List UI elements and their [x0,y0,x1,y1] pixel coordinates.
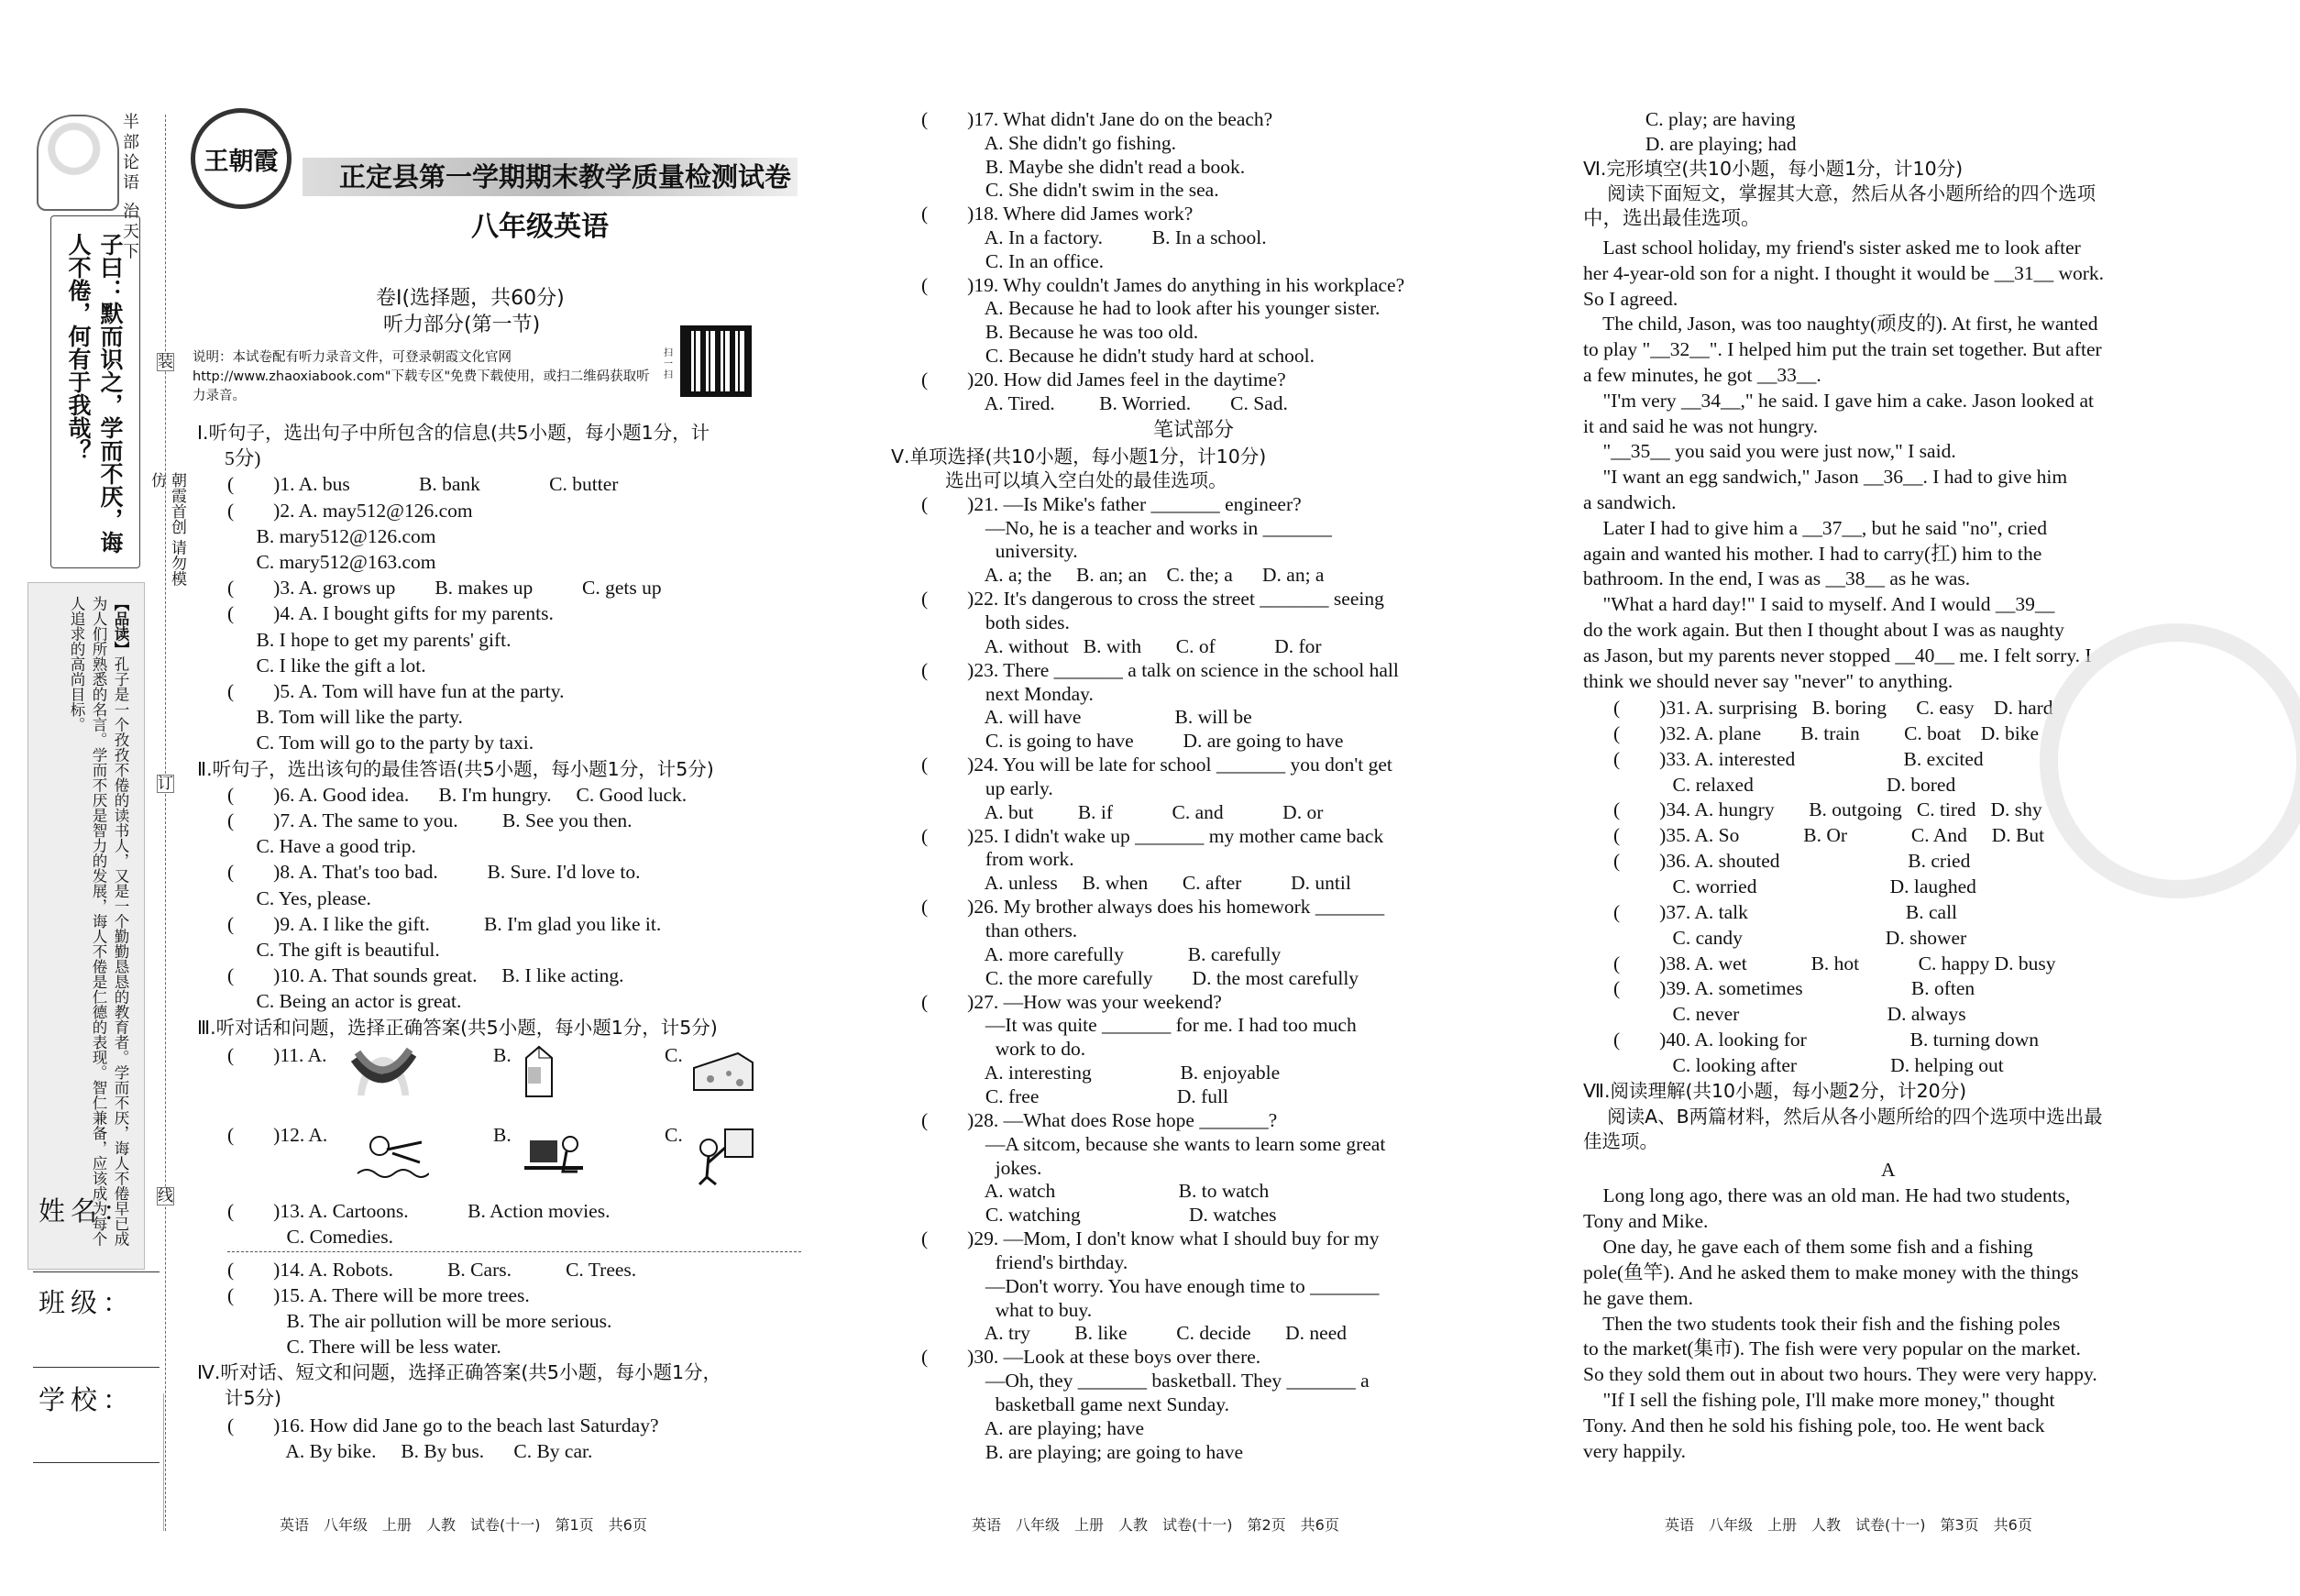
text-line: university. [921,540,1078,563]
text-line: work to do. [921,1038,1086,1061]
text-line: —No, he is a teacher and works in _______ [921,516,1332,539]
footer-page-2: 英语 八年级 上册 人教 试卷(十一) 第2页 共6页 [972,1516,1339,1534]
qr-caption: 扫一扫 [664,348,673,380]
listening-note: 说明：本试卷配有听力录音文件，可登录朝霞文化官网http://www.zhaoxiabook.com"下载专区"免费下载使用，或扫二维码获取听力录音。 [193,350,650,403]
cloze-line: think we should never say "never" to anything. [1583,669,1953,692]
swimming-icon [356,1126,429,1183]
text-line: C. Being an actor is great. [197,990,462,1013]
cloze-line: So I agreed. [1583,287,1678,310]
sidebar-badge: 半部论语 治天下 [120,113,139,263]
text-line: jokes. [921,1156,1042,1179]
watermark [2040,623,2300,898]
text-line: C. the more carefully D. the most carefully [921,966,1359,989]
computer-image [523,1126,587,1184]
footer-page-3: 英语 八年级 上册 人教 试卷(十一) 第3页 共6页 [1665,1516,2032,1534]
question-line[interactable]: ( )39. A. sometimes B. often [1613,977,1975,1000]
school-label: 学校： [39,1384,136,1415]
question-line[interactable]: ( )7. A. The same to you. B. See you then. [227,809,633,831]
question-line[interactable]: ( )32. A. plane B. train C. boat D. bike [1613,721,2039,744]
text-line: B. I hope to get my parents' gift. [197,628,512,651]
text-line: A. more carefully B. carefully [921,942,1282,965]
text-line: —A sitcom, because she wants to learn some great [921,1132,1386,1155]
section-heading: 阅读A、B两篇材料，然后从各小题所给的四个选项中选出最 [1583,1105,2103,1128]
passage-line: to the market(集市). The fish were very popular on the market. [1583,1337,2081,1360]
sidebar-quote: 子曰：默而识之，学而不厌，诲人不倦，何有于我哉？ [65,233,124,554]
option-label: B. [493,1124,512,1146]
text-line: A. try B. like C. decide D. need [921,1322,1347,1345]
bind-mark-2: 订 [158,775,173,793]
brand-logo-text: 王朝霞 [204,147,279,176]
text-line: C. Comedies. [227,1226,393,1248]
text-line: than others. [921,919,1078,941]
text-line: C. candy D. shower [1613,926,1967,949]
cloze-line: again and wanted his mother. I had to carry(扛) him to the [1583,542,2042,565]
text-line: C. In an office. [921,249,1105,272]
question-line[interactable]: ( )26. My brother always does his homework _______ [921,896,1385,919]
name-line[interactable] [33,1271,160,1272]
question-line[interactable]: ( )11. A. [227,1044,327,1066]
text-line: B. Maybe she didn't read a book. [921,155,1246,178]
section-heading: Ⅴ.单项选择(共10小题，每小题1分，计10分) [891,446,1267,468]
text-line: C. She didn't swim in the sea. [921,179,1219,202]
section-heading: Ⅵ.完形填空(共10小题，每小题1分，计10分) [1583,158,1964,180]
painting-icon [692,1126,758,1186]
cloze-line: bathroom. In the end, I was as __38__ as he was. [1583,567,1971,590]
section-heading: Ⅳ.听对话、短文和问题，选择正确答案(共5小题，每小题1分， [197,1361,722,1383]
question-line[interactable]: ( )37. A. talk B. call [1613,900,1958,923]
section-heading: 阅读下面短文，掌握其大意，然后从各小题所给的四个选项 [1583,182,2096,204]
cloze-line: a sandwich. [1583,491,1677,513]
computer-icon [523,1126,587,1184]
binding-line [165,115,166,1531]
question-line[interactable]: ( )38. A. wet B. hot C. happy D. busy [1613,952,2056,974]
text-line: C. watching D. watches [921,1204,1277,1227]
text-line: —Oh, they _______ basketball. They _______ a [921,1370,1370,1392]
text-line: 5分) [225,447,261,470]
text-line: —Don't worry. You have enough time to _______ [921,1274,1380,1297]
question-line[interactable]: ( )10. A. That sounds great. B. I like acting. [227,964,624,987]
question-line[interactable]: ( )30. —Look at these boys over there. [921,1346,1261,1369]
question-line[interactable]: ( )15. A. There will be more trees. [227,1284,530,1306]
text-line: B. are playing; are going to have [921,1440,1244,1463]
text-line: A. Because he had to look after his younger sister. [921,297,1381,320]
painting-image [692,1126,758,1186]
exam-title: 正定县第一学期期末教学质量检测试卷 [339,161,792,193]
cloze-line: Last school holiday, my friend's sister asked me to look after [1583,237,2081,259]
section-heading: 计5分) [225,1387,282,1409]
cloze-line: as Jason, but my parents never stopped __40__ me. I felt sorry. I [1583,644,2092,666]
section-heading: Ⅰ.听句子，选出句子中所包含的信息(共5小题，每小题1分，计 [197,422,710,444]
question-line[interactable]: ( )24. You will be late for school _______ you don't get [921,754,1392,776]
cloze-line: it and said he was not hungry. [1583,414,1818,437]
passage-line: Then the two students took their fish and the fishing poles [1583,1312,2061,1335]
written-part-title: 笔试部分 [1153,419,1235,442]
text-line: up early. [921,776,1053,799]
swimming-image [356,1126,429,1183]
sidebar-stamp: 朝霞首创 请勿模仿 [148,472,186,587]
question-line[interactable]: ( )34. A. hungry B. outgoing C. tired D. shy [1613,798,2042,821]
passage-line: Tony. And then he sold his fishing pole, too. He went back [1583,1414,2045,1437]
passage-line: One day, he gave each of them some fish and a fishing [1583,1235,2033,1258]
question-line[interactable]: ( )16. How did Jane go to the beach last Saturday? [227,1414,659,1436]
section-heading: Ⅱ.听句子，选出该句的最佳答语(共5小题，每小题1分，计5分) [197,757,714,780]
text-line: B. mary512@126.com [197,524,436,547]
milk-box-image [521,1045,557,1098]
question-line[interactable]: ( )14. A. Robots. B. Cars. C. Trees. [227,1259,637,1281]
text-line: A. without B. with C. of D. for [921,634,1322,657]
question-line[interactable]: ( )27. —How was your weekend? [921,990,1222,1013]
cloze-line: her 4-year-old son for a night. I thought it would be __31__ work. [1583,261,2105,284]
cloze-line: "__35__ you said you were just now," I said. [1583,440,1956,463]
footer-page-1: 英语 八年级 上册 人教 试卷(十一) 第1页 共6页 [280,1516,647,1534]
section-divider [227,1251,801,1252]
text-line: A. are playing; have [921,1416,1145,1439]
class-label: 班级： [39,1287,136,1318]
part1-title: 卷Ⅰ(选择题，共60分) [376,287,565,310]
text-line: 中，选出最佳选项。 [1583,207,1761,229]
passage-label: A [1881,1159,1896,1181]
text-line: C. I like the gift a lot. [197,654,426,677]
text-line: A. In a factory. B. In a school. [921,226,1267,248]
sidebar [28,105,186,1522]
school-line[interactable] [33,1462,160,1463]
section-heading: 选出可以填入空白处的最佳选项。 [921,468,1227,491]
text-line: B. The air pollution will be more serious. [227,1310,612,1332]
text-line: A. She didn't go fishing. [921,131,1177,154]
sidebar-pindu-box [28,582,145,1270]
text-line: C. Tom will go to the party by taxi. [197,732,534,754]
text-line: A. but B. if C. and D. or [921,800,1324,823]
cheese-image [692,1050,754,1094]
section-heading: Ⅲ.听对话和问题，选择正确答案(共5小题，每小题1分，计5分) [197,1016,718,1039]
question-line[interactable]: ( )2. A. may512@126.com [227,499,473,522]
cloze-line: do the work again. But then I thought about I was as naughty [1583,619,2064,641]
option-label: C. [665,1124,683,1146]
text-line: C. Yes, please. [197,886,371,909]
cloze-line: "I want an egg sandwich," Jason __36__. I had to give him [1583,466,2068,489]
question-line[interactable]: ( )29. —Mom, I don't know what I should buy for my [921,1227,1380,1250]
passage-line: pole(鱼竿). And he asked them to make money with the things [1583,1260,2079,1283]
text-line: what to buy. [921,1298,1093,1321]
text-line: B. Because he was too old. [921,321,1199,344]
question-line[interactable]: ( )25. I didn't wake up _______ my mother came back [921,824,1384,847]
bananas-image [350,1045,416,1095]
passage-line: Tony and Mike. [1583,1209,1709,1232]
text-line: C. The gift is beautiful. [197,939,440,961]
bind-mark-3: 线 [158,1187,173,1205]
question-line[interactable]: ( )9. A. I like the gift. B. I'm glad you like it. [227,912,662,935]
section-heading: 佳选项。 [1583,1130,1658,1153]
text-line: A. interesting B. enjoyable [921,1062,1281,1084]
text-line: —It was quite _______ for me. I had too much [921,1014,1357,1037]
text-line: C. relaxed D. bored [1613,773,1956,796]
column-divider-1 [163,1393,164,1531]
sidebar-quote-box [50,215,140,568]
question-line[interactable]: ( )31. A. surprising B. boring C. easy D. hard [1613,697,2053,719]
question-line[interactable]: ( )6. A. Good idea. B. I'm hungry. C. Good luck. [227,783,688,806]
passage-line: very happily. [1583,1440,1687,1462]
name-label: 姓名： [39,1195,136,1227]
bind-mark-1: 装 [158,353,173,371]
question-line[interactable]: ( )3. A. grows up B. makes up C. gets up [227,577,662,600]
question-line[interactable]: ( )8. A. That's too bad. B. Sure. I'd love to. [227,861,641,884]
text-line: C. Have a good trip. [197,835,416,858]
question-line[interactable]: ( )5. A. Tom will have fun at the party. [227,680,565,702]
text-line: C. looking after D. helping out [1613,1053,2004,1076]
question-line[interactable]: ( )33. A. interested B. excited [1613,747,1984,770]
question-line[interactable]: ( )19. Why couldn't James do anything in his workplace? [921,273,1405,296]
text-line: A. a; the B. an; an C. the; a D. an; a [921,564,1325,587]
bananas-icon [350,1045,416,1095]
text-line: friend's birthday. [921,1250,1128,1273]
question-line[interactable]: ( )36. A. shouted B. cried [1613,850,1971,873]
cloze-line: The child, Jason, was too naughty(顽皮的). At first, he wanted [1583,313,2098,336]
text-line: D. are playing; had [1581,133,1797,155]
listening-title: 听力部分(第一节) [383,314,541,336]
cloze-line: "What a hard day!" I said to myself. And I would __39__ [1583,593,2055,616]
passage-line: Long long ago, there was an old man. He had two students, [1583,1184,2071,1206]
pindu-title: 【品读】 [112,596,129,656]
sidebar-figure [37,115,119,211]
qr-code[interactable] [680,325,752,397]
cheese-icon [692,1050,754,1094]
cloze-line: a few minutes, he got __33__. [1583,364,1821,386]
text-line: from work. [921,848,1074,871]
cloze-line: "I'm very __34__," he said. I gave him a cake. Jason looked at [1583,389,2094,412]
question-line[interactable]: ( )18. Where did James work? [921,203,1194,226]
sidebar-pindu [65,596,131,1256]
text-line: basketball game next Sunday. [921,1393,1229,1415]
text-line: C. never D. always [1613,1003,1966,1026]
option-label: C. [665,1044,683,1066]
question-line[interactable]: ( )13. A. Cartoons. B. Action movies. [227,1200,611,1222]
text-line: C. worried D. laughed [1613,875,1976,897]
milk-box-icon [521,1045,557,1098]
brand-logo [191,108,292,209]
text-line: C. is going to have D. are going to have [921,730,1344,753]
question-line[interactable]: ( )23. There _______ a talk on science in the school hall [921,658,1399,681]
text-line: A. Tired. B. Worried. C. Sad. [921,391,1288,414]
text-line: C. play; are having [1581,108,1796,130]
text-line: C. mary512@163.com [197,551,436,573]
question-line[interactable]: ( )20. How did James feel in the daytime? [921,368,1286,391]
question-line[interactable]: ( )22. It's dangerous to cross the street _______ seeing [921,588,1384,611]
question-line[interactable]: ( )21. —Is Mike's father _______ engineer? [921,492,1302,515]
text-line: A. will have B. will be [921,706,1252,729]
question-line[interactable]: ( )17. What didn't Jane do on the beach? [921,108,1273,130]
section-heading: Ⅶ.阅读理解(共10小题，每小题2分，计20分) [1583,1079,1967,1102]
text-line: C. free D. full [921,1084,1229,1107]
passage-line: So they sold them out in about two hours. They were very happy. [1583,1363,2097,1386]
question-line[interactable]: ( )35. A. So B. Or C. And D. But [1613,824,2045,847]
cloze-line: Later I had to give him a __37__, but he said "no", cried [1583,516,2047,539]
question-line[interactable]: ( )4. A. I bought gifts for my parents. [227,602,554,625]
question-line[interactable]: ( )40. A. looking for B. turning down [1613,1029,2040,1051]
class-line[interactable] [33,1367,160,1368]
passage-line: "If I sell the fishing pole, I'll make more money," thought [1583,1389,2055,1412]
text-line: A. By bike. B. By bus. C. By car. [227,1440,593,1462]
text-line: next Monday. [921,682,1094,705]
pindu-text: 孔子是一个孜孜不倦的读书人，又是一个勤勤恳恳的教育者。学而不厌，诲人不倦早已成为人们所熟悉的名言。学而不厌是智力的发展，诲人不倦是仁德的表现。智仁兼备，应该成为每个人追求的高尚目标。 [68,596,129,1247]
question-line[interactable]: ( )12. A. [227,1124,328,1146]
passage-line: he gave them. [1583,1286,1693,1309]
option-label: B. [493,1044,512,1066]
text-line: both sides. [921,611,1070,633]
question-line[interactable]: ( )28. —What does Rose hope _______? [921,1108,1278,1131]
exam-subtitle: 八年级英语 [471,211,609,243]
question-line[interactable]: ( )1. A. bus B. bank C. butter [227,473,619,496]
text-line: C. Because he didn't study hard at school. [921,345,1315,367]
text-line: A. unless B. when C. after D. until [921,872,1351,895]
text-line: C. There will be less water. [227,1336,501,1358]
text-line: A. watch B. to watch [921,1180,1270,1203]
text-line: B. Tom will like the party. [197,706,463,729]
cloze-line: to play "__32__". I helped him put the train set together. But after [1583,338,2102,361]
